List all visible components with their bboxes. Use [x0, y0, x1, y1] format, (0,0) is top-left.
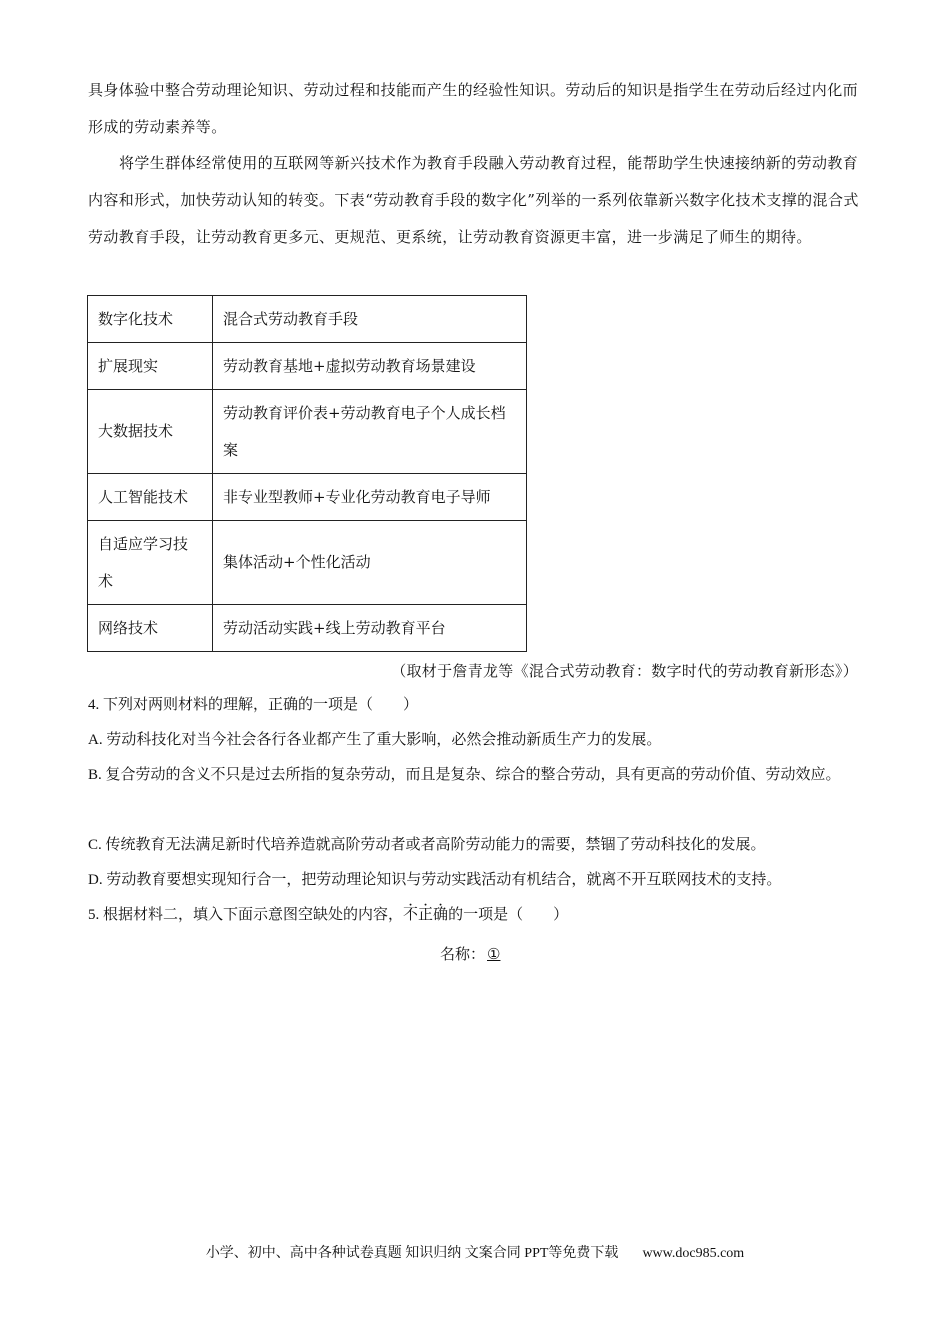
digitalization-table	[87, 295, 527, 652]
emphasis-char: 不	[403, 907, 419, 923]
diagram-name-line	[440, 940, 502, 970]
question-5-stem	[88, 898, 868, 933]
table-cell: 自适应学习技术	[88, 521, 213, 605]
table-header-cell: 混合式劳动教育手段	[213, 296, 527, 343]
table-row	[88, 605, 527, 652]
table-cell: 网络技术	[88, 605, 213, 652]
question-4-option-c: C. 传统教育无法满足新时代培养造就高阶劳动者或者高阶劳动能力的需要，禁锢了劳动科技化的发展。	[88, 837, 766, 853]
table-header-row	[88, 296, 527, 343]
table-row	[88, 521, 527, 605]
emphasis-char: 正	[418, 907, 434, 923]
question-4-stem: 4. 下列对两则材料的理解，正确的一项是（ ）	[88, 697, 419, 713]
question-4-option-a: A. 劳动科技化对当今社会各行各业都产生了重大影响，必然会推动新质生产力的发展。	[88, 732, 662, 748]
question-5-stem-end: 的一项是（ ）	[448, 907, 569, 923]
table-cell: 大数据技术	[88, 390, 213, 474]
table-row	[88, 343, 527, 390]
page-footer	[0, 1242, 950, 1266]
source-citation: （取材于詹青龙等《混合式劳动教育：数字时代的劳动教育新形态》）	[391, 662, 858, 680]
table-row	[88, 390, 527, 474]
passage-paragraph-2: 将学生群体经常使用的互联网等新兴技术作为教育手段融入劳动教育过程，能帮助学生快速接纳新的劳动教育内容和形式，加快劳动认知的转变。下表“劳动教育手段的数字化”列举的一系列依靠新兴数字化技术支撑的混合式劳动教育手段，让劳动教育更多元、更规范、更系统，让劳动教育资源更丰富，进一步满足了师生的期待。	[88, 154, 859, 246]
question-5-stem-start: 5. 根据材料二，填入下面示意图空缺处的内容，	[88, 907, 404, 923]
table-cell: 劳动教育基地+虚拟劳动教育场景建设	[213, 343, 527, 390]
table-cell: 非专业型教师+专业化劳动教育电子导师	[213, 474, 527, 521]
footer-text: 小学、初中、高中各种试卷真题 知识归纳 文案合同 PPT等免费下载	[205, 1246, 619, 1261]
question-4-option-b: B. 复合劳动的含义不只是过去所指的复杂劳动，而且是复杂、综合的整合劳动，具有更高的劳动价值、劳动效应。	[88, 767, 841, 783]
diagram-name-blank: ①	[487, 947, 501, 963]
table-row	[88, 474, 527, 521]
table-header-cell: 数字化技术	[88, 296, 213, 343]
question-4-option-d: D. 劳动教育要想实现知行合一，把劳动理论知识与劳动实践活动有机结合，就离不开互联网技术的支持。	[88, 872, 782, 888]
table-cell: 集体活动+个性化活动	[213, 521, 527, 605]
emphasis-char: 确	[433, 907, 449, 923]
table-cell: 劳动教育评价表+劳动教育电子个人成长档案	[213, 390, 527, 474]
diagram-name-label: 名称：	[440, 947, 486, 963]
footer-url: www.doc985.com	[642, 1246, 745, 1261]
passage-paragraph-1: 具身体验中整合劳动理论知识、劳动过程和技能而产生的经验性知识。劳动后的知识是指学生在劳动后经过内化而形成的劳动素养等。	[88, 81, 859, 136]
table-cell: 劳动活动实践+线上劳动教育平台	[213, 605, 527, 652]
table-cell: 人工智能技术	[88, 474, 213, 521]
table-cell: 扩展现实	[88, 343, 213, 390]
